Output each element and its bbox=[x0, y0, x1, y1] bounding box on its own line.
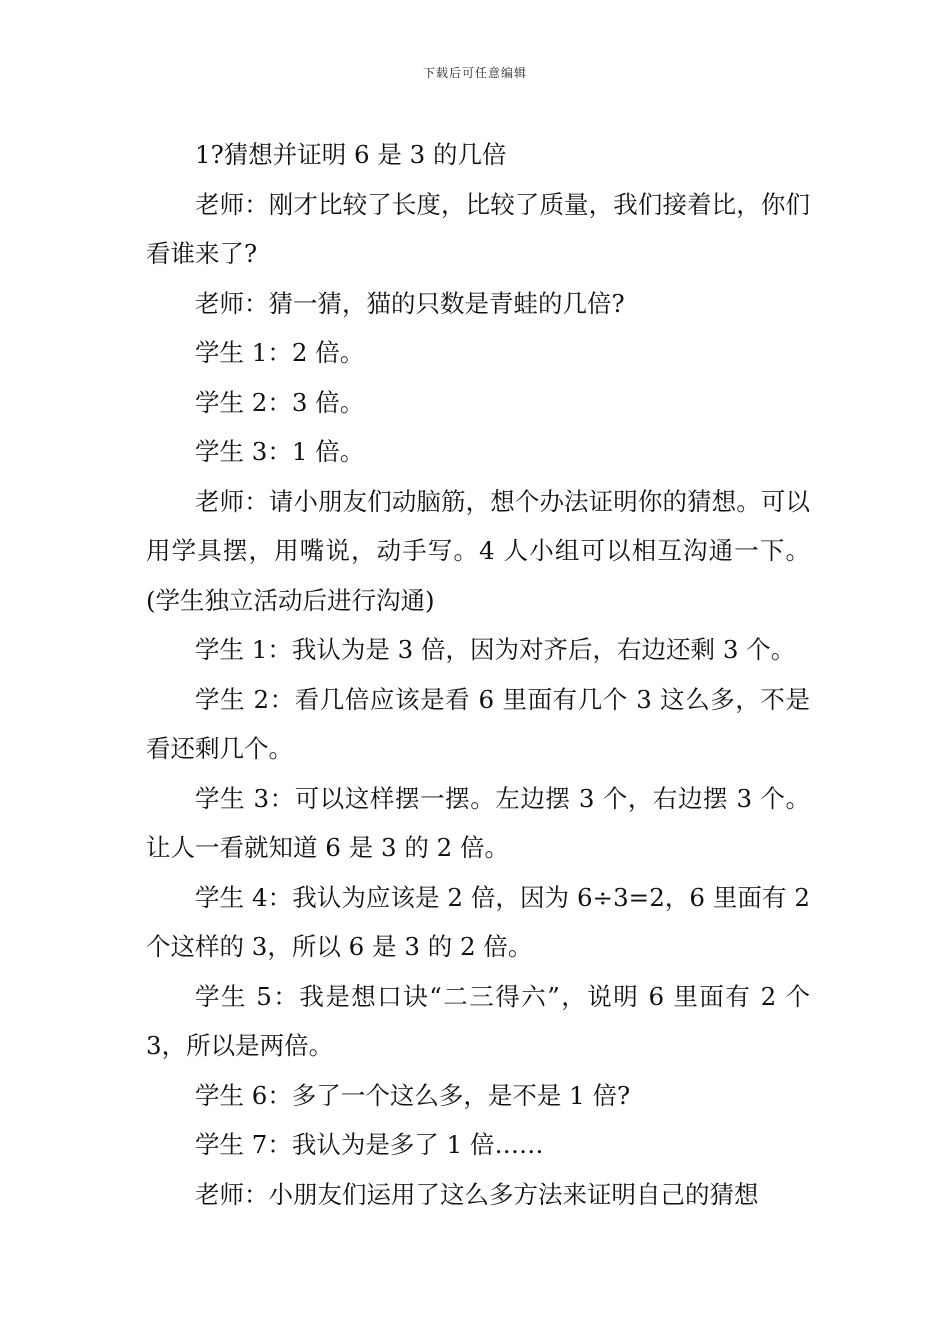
paragraph-teacher-summary: 老师：小朋友们运用了这么多方法来证明自己的猜想 bbox=[195, 1179, 759, 1209]
paragraph-student-3-guess: 学生 3：1 倍。 bbox=[195, 437, 365, 466]
paragraph-student-6-answer: 学生 6：多了一个这么多，是不是 1 倍? bbox=[195, 1080, 631, 1110]
paragraph-student-1-guess: 学生 1：2 倍。 bbox=[195, 338, 365, 367]
heading-paragraph: 1?猜想并证明 6 是 3 的几倍 bbox=[195, 140, 507, 169]
paragraph-student-5-answer: 学生 5：我是想口诀“二三得六”，说明 6 里面有 2 个 3，所以是两倍。 bbox=[146, 981, 810, 1060]
paragraph-teacher-guess: 老师：猜一猜，猫的只数是青蛙的几倍? bbox=[195, 288, 625, 318]
page-header: 下载后可任意编辑 bbox=[422, 66, 527, 80]
document-body bbox=[146, 130, 810, 1219]
paragraph-teacher-instruction: 老师：请小朋友们动脑筋，想个办法证明你的猜想。可以用学具摆，用嘴说，动手写。4 人小组可以相互沟通一下。(学生独立活动后进行沟通) bbox=[146, 486, 810, 615]
paragraph-student-1-answer: 学生 1：我认为是 3 倍，因为对齐后，右边还剩 3 个。 bbox=[195, 635, 796, 664]
paragraph-student-4-answer: 学生 4：我认为应该是 2 倍，因为 6÷3=2，6 里面有 2 个这样的 3，所以 6 是 3 的 2 倍。 bbox=[146, 882, 810, 961]
paragraph-student-2-answer: 学生 2：看几倍应该是看 6 里面有几个 3 这么多，不是看还剩几个。 bbox=[146, 684, 810, 763]
paragraph-student-3-answer: 学生 3：可以这样摆一摆。左边摆 3 个，右边摆 3 个。让人一看就知道 6 是 3 的 2 倍。 bbox=[146, 783, 810, 862]
paragraph-student-7-answer: 学生 7：我认为是多了 1 倍…… bbox=[195, 1130, 544, 1159]
paragraph-teacher-intro: 老师：刚才比较了长度，比较了质量，我们接着比，你们看谁来了? bbox=[146, 189, 810, 268]
paragraph-student-2-guess: 学生 2：3 倍。 bbox=[195, 387, 365, 417]
